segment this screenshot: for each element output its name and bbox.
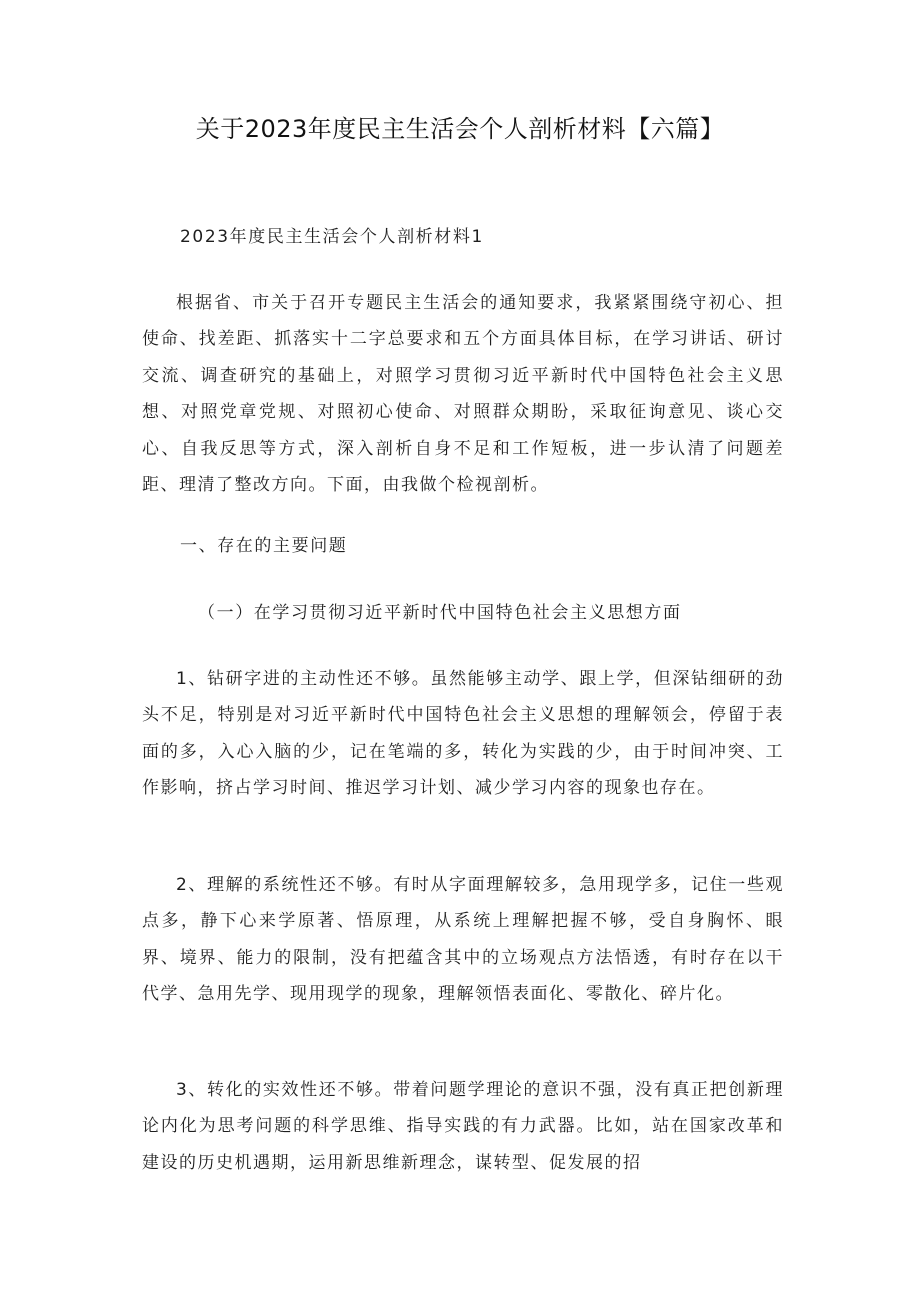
subsection-heading: （一）在学习贯彻习近平新时代中国特色社会主义思想方面 [198, 603, 682, 623]
document-title: 关于2023年度民主生活会个人剖析材料【六篇】 [195, 115, 725, 143]
item-paragraph-3: 3、转化的实效性还不够。带着问题学理论的意识不强，没有真正把创新理论内化为思考问题的科学思维、指导实践的有力武器。比如，站在国家改革和建设的历史机遇期，运用新思维新理念，谋转型、促发展的招 [142, 1080, 784, 1173]
item-paragraph-2: 2、理解的系统性还不够。有时从字面理解较多，急用现学多，记住一些观点多，静下心来学原著、悟原理，从系统上理解把握不够，受自身胸怀、眼界、境界、能力的限制，没有把蕴含其中的立场观点方法悟透，有时存在以干代学、急用先学、现用现学的现象，理解领悟表面化、零散化、碎片化。 [142, 875, 784, 1005]
document-subtitle: 2023年度民主生活会个人剖析材料1 [180, 227, 484, 247]
item-paragraph-1: 1、钻研字进的主动性还不够。虽然能够主动学、跟上学，但深钻细研的劲头不足，特别是对习近平新时代中国特色社会主义思想的理解领会，停留于表面的多，入心入脑的少，记在笔端的多，转化为实践的少，由于时间冲突、工作影响，挤占学习时间、推迟学习计划、减少学习内容的现象也存在。 [142, 669, 784, 799]
section-heading: 一、存在的主要问题 [180, 536, 348, 556]
intro-paragraph: 根据省、市关于召开专题民主生活会的通知要求，我紧紧围绕守初心、担使命、找差距、抓落实十二字总要求和五个方面具体目标，在学习讲话、研讨交流、调查研究的基础上，对照学习贯彻习近平新时代中国特色社会主义思想、对照党章党规、对照初心使命、对照群众期盼，采取征询意见、谈心交心、自我反思等方式，深入剖析自身不足和工作短板，进一步认清了问题差距、理清了整改方向。下面，由我做个检视剖析。 [142, 293, 784, 496]
